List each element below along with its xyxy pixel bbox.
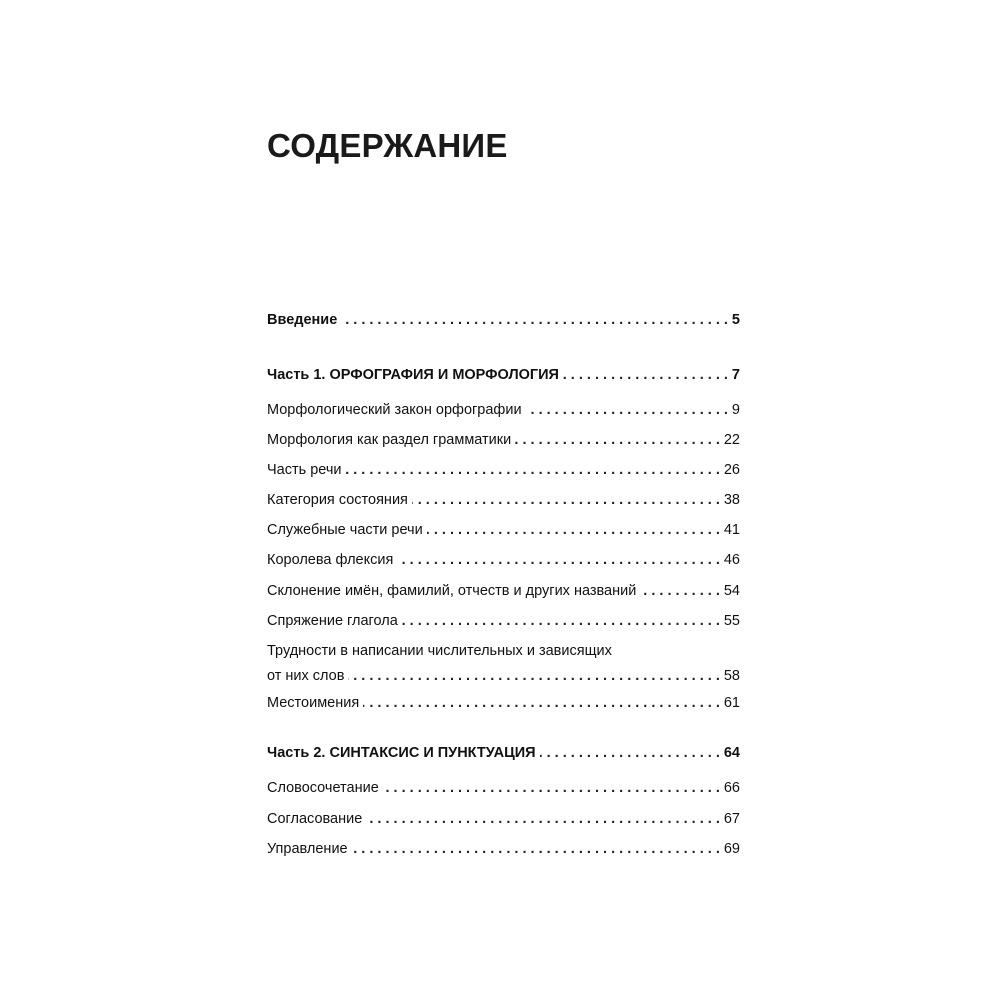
dot-leader xyxy=(640,577,720,605)
toc-entry-label: Часть 1. ОРФОГРАФИЯ И МОРФОЛОГИЯ xyxy=(267,367,559,383)
toc-entry[interactable] xyxy=(267,607,740,635)
dot-leader xyxy=(366,805,720,833)
toc-entry-page: 55 xyxy=(723,613,740,629)
dot-leader xyxy=(363,689,720,717)
toc-entry-label: Категория состояния xyxy=(267,492,408,508)
toc-entry-part-1[interactable] xyxy=(267,361,740,389)
toc-entry-label: Местоимения xyxy=(267,695,360,711)
toc-entry[interactable] xyxy=(267,805,740,833)
dot-leader xyxy=(412,486,720,514)
toc-entry[interactable] xyxy=(267,835,740,863)
toc-entry-page: 5 xyxy=(731,312,740,328)
toc-entry-page: 54 xyxy=(723,583,740,599)
toc-entry[interactable] xyxy=(267,426,740,454)
dot-leader xyxy=(402,607,720,635)
toc-entry-label: Склонение имён, фамилий, отчеств и других названий xyxy=(267,583,637,599)
toc-entry-multiline[interactable] xyxy=(267,640,740,690)
dot-leader xyxy=(397,546,720,574)
toc-entry-label: Служебные части речи xyxy=(267,522,423,538)
toc-entry-page: 61 xyxy=(723,695,740,711)
toc-entry[interactable] xyxy=(267,516,740,544)
toc-entry-label: Морфологический закон орфографии xyxy=(267,402,522,418)
toc-entry-label-line1: Трудности в написании числительных и зависящих xyxy=(267,643,612,659)
dot-leader xyxy=(563,361,728,389)
toc-entry-page: 9 xyxy=(731,402,740,418)
toc-entry-label: Словосочетание xyxy=(267,780,379,796)
dot-leader xyxy=(515,426,720,454)
dot-leader xyxy=(526,396,728,424)
toc-entry-part-2[interactable] xyxy=(267,739,740,767)
toc-entry[interactable] xyxy=(267,689,740,717)
toc-entry-label: от них слов xyxy=(267,668,345,684)
toc-entry-introduction[interactable] xyxy=(267,306,740,334)
toc-entry-label: Королева флексия xyxy=(267,552,394,568)
dot-leader xyxy=(352,835,720,863)
toc-entry-page: 46 xyxy=(723,552,740,568)
dot-leader xyxy=(341,306,728,334)
toc-entry-label: Морфология как раздел грамматики xyxy=(267,432,512,448)
toc-entry[interactable] xyxy=(267,486,740,514)
page-title: СОДЕРЖАНИЕ xyxy=(267,127,508,164)
toc-entry-page: 41 xyxy=(723,522,740,538)
toc-entry-label: Введение xyxy=(267,312,338,328)
toc-entry-page: 69 xyxy=(723,841,740,857)
toc-entry-label: Согласование xyxy=(267,811,363,827)
toc-entry-label: Часть 2. СИНТАКСИС И ПУНКТУАЦИЯ xyxy=(267,745,536,761)
toc-entry[interactable] xyxy=(267,774,740,802)
toc-entry-page: 38 xyxy=(723,492,740,508)
dot-leader xyxy=(427,516,720,544)
toc-entry-label: Управление xyxy=(267,841,348,857)
toc-entry-label: Часть речи xyxy=(267,462,342,478)
dot-leader xyxy=(383,774,720,802)
toc-entry-line2 xyxy=(267,662,740,690)
toc-entry-page: 26 xyxy=(723,462,740,478)
toc-entry[interactable] xyxy=(267,546,740,574)
toc-entry[interactable] xyxy=(267,456,740,484)
toc-entry-label: Спряжение глагола xyxy=(267,613,398,629)
dot-leader xyxy=(540,739,720,767)
toc-entry-page: 22 xyxy=(723,432,740,448)
toc-entry-page: 66 xyxy=(723,780,740,796)
toc-entry[interactable] xyxy=(267,577,740,605)
toc-entry-page: 7 xyxy=(731,367,740,383)
dot-leader xyxy=(348,662,719,690)
toc-entry-page: 64 xyxy=(723,745,740,761)
toc-entry-page: 58 xyxy=(723,668,740,684)
toc-entry[interactable] xyxy=(267,396,740,424)
toc-entry-page: 67 xyxy=(723,811,740,827)
dot-leader xyxy=(346,456,720,484)
